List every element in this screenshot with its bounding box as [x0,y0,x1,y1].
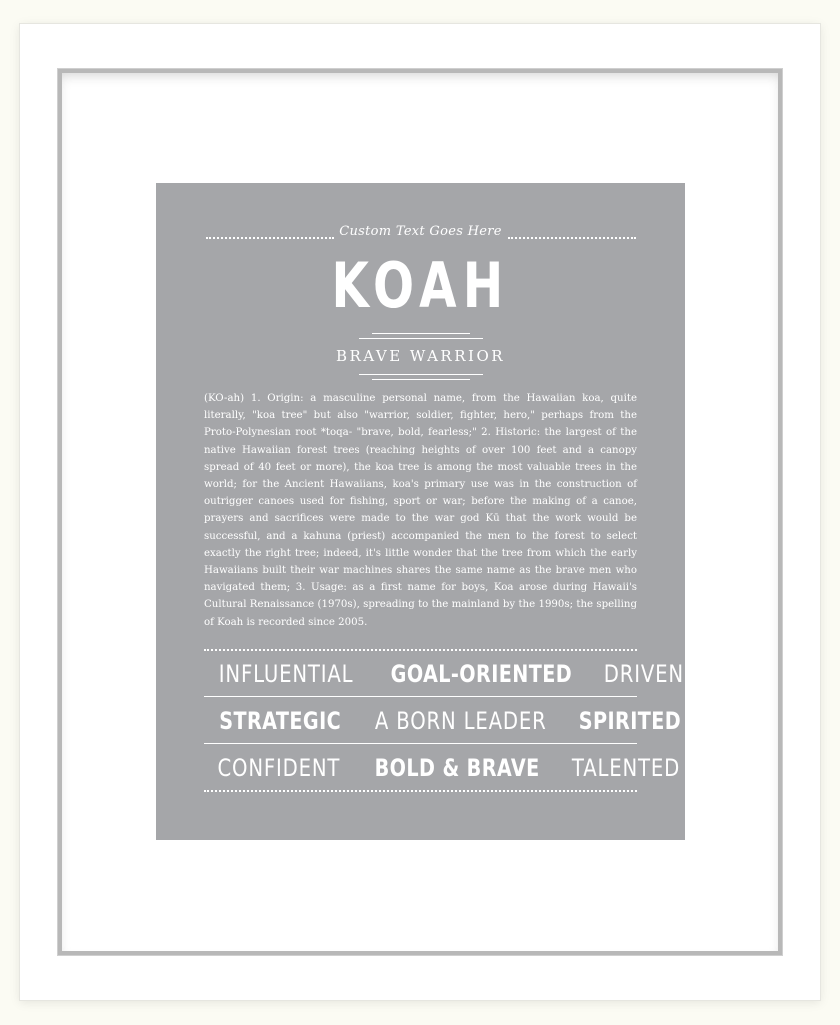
header-dotted-rule-right [508,237,636,239]
traits-row-2 [204,702,681,740]
traits-dotted-rule-bottom [204,790,637,792]
trait-word: A BORN LEADER [375,707,548,735]
trait-word: TALENTED [571,754,681,782]
trait-word: GOAL-ORIENTED [390,660,573,688]
trait-word: DRIVEN [603,660,684,688]
name-title: KOAH [331,249,510,322]
meaning-underline-top [359,374,483,375]
custom-text: Custom Text Goes Here [339,224,502,239]
name-print [156,183,685,840]
trait-word: SPIRITED [578,707,681,735]
traits-divider-2 [204,743,637,744]
trait-word: INFLUENTIAL [218,660,354,688]
traits-divider-1 [204,696,637,697]
traits-row-3 [204,749,681,787]
traits-row-1 [204,655,684,693]
trait-word: BOLD & BRAVE [374,754,540,782]
trait-word: STRATEGIC [219,707,342,735]
name-underline-top [372,333,470,334]
name-meaning: BRAVE WARRIOR [335,347,506,365]
trait-word: CONFIDENT [217,754,341,782]
name-underline-bottom [359,338,483,339]
meaning-underline-bottom [372,379,470,380]
name-definition: (KO-ah) 1. Origin: a masculine personal name, from the Hawaiian koa, quite literally, "koa tree" but also "warrior, soldier, fighter, hero," perhaps from the Proto-Polynesian root *toqa- "brave, bold, fearless;" 2. Historic: the largest of the native Hawaiian forest trees (reaching heights of over 100 feet and a canopy spread of 40 feet or more), the koa tree is among the most valuable trees in the world; for the Ancient Hawaiians, koa's primary use was in the construction of outrigger canoes used for fishing, sport or war; before the making of a canoe, prayers and sacrifices were made to the war god Kū that the work would be successful, and a kahuna (priest) accompanied the men to the forest to select exactly the right tree; indeed, it's little wonder that the tree from which the early Hawaiians built their war machines shares the same name as the brave men who navigated them; 3. Usage: as a first name for boys, Koa arose during Hawaii's Cultural Renaissance (1970s), spreading to the mainland by the 1990s; the spelling of Koah is recorded since 2005. [204,393,637,628]
traits-dotted-rule-top [204,649,637,651]
